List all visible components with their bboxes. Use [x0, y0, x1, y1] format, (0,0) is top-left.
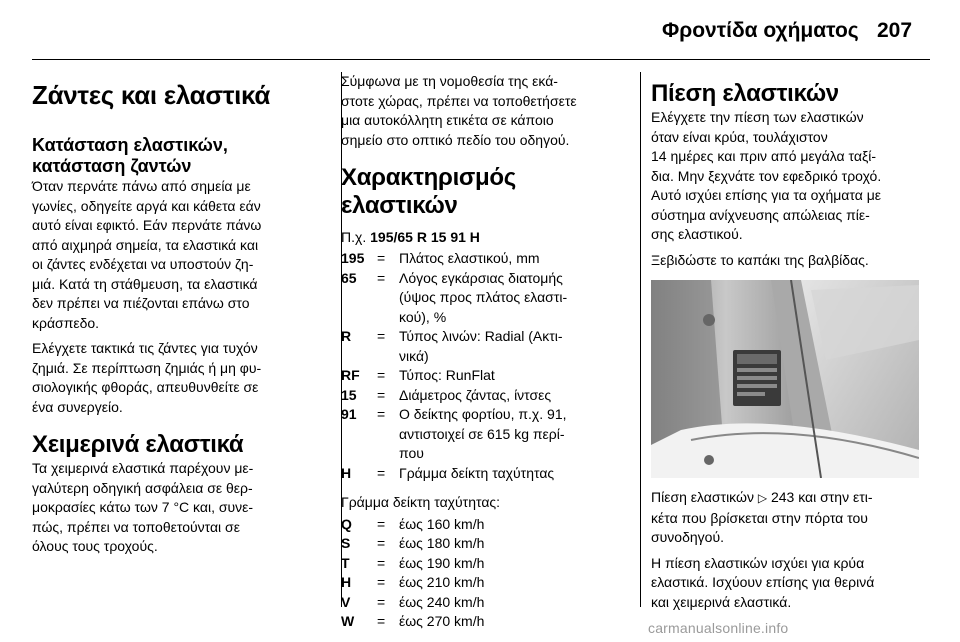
codes-description: Τύπος λινών: Radial (Ακτι- νικά): [399, 328, 563, 364]
codes-description: Γράμμα δείκτη ταχύτητας: [399, 464, 555, 481]
example-prefix: Π.χ.: [341, 229, 371, 245]
paragraph-cold-tyres: Η πίεση ελαστικών ισχύει για κρύα ελαστικά. Ισχύουν επίσης για θερινά και χειμερινά ελαστικά.: [651, 554, 875, 610]
section-heading-wheels-tyres: Ζάντες και ελαστικά: [32, 80, 271, 110]
speeds-description: έως 160 km/h: [399, 515, 485, 532]
codes-description: Λόγος εγκάρσιας διατομής (ύψος προς πλάτος ελαστι- κού), %: [399, 269, 568, 325]
speeds-description: έως 190 km/h: [399, 554, 485, 571]
codes-row: [341, 405, 567, 464]
page-reference-arrow-icon: ▷: [757, 491, 768, 505]
speeds-equals: =: [377, 593, 386, 610]
example-code: 195/65 R 15 91 H: [370, 229, 480, 245]
pressure-ref-text-cont: 243 και στην ετι- κέτα που βρίσκεται στην πόρτα του συνοδηγού.: [651, 489, 873, 545]
paragraph-winter-tyres: Τα χειμερινά ελαστικά παρέχουν με- γαλύτερη οδηγική ασφάλεια σε θερ- μοκρασίες κάτω των 7 °C και, συνε- πώς, πρέπει να τοποθετούνται σε όλους τους τροχούς.: [32, 460, 254, 554]
watermark: carmanualsonline.info: [648, 620, 789, 636]
speeds-equals: =: [377, 613, 386, 629]
codes-code: 91: [341, 406, 357, 422]
speeds-row: [341, 593, 484, 613]
codes-code: RF: [341, 367, 360, 383]
speeds-row: [341, 573, 484, 593]
speeds-description: έως 180 km/h: [399, 535, 485, 551]
section-heading-tyre-designation: Χαρακτηρισμός ελαστικών: [341, 164, 516, 219]
pressure-ref-text: Πίεση ελαστικών: [651, 489, 758, 505]
speeds-description: έως 270 km/h: [399, 613, 485, 629]
paragraph-check-rims: Ελέγχετε τακτικά τις ζάντες για τυχόν ζημιά. Σε περίπτωση ζημιάς ή μη φυ- σιολογικής φθοράς, απευθυνθείτε σε ένα συνεργείο.: [32, 340, 262, 415]
paragraph-curb-driving: Όταν περνάτε πάνω από σημεία με γωνίες, οδηγείτε αργά και κάθετα εάν αυτό είναι εφικτό. Εάν περνάτε πάνω από αιχμηρά σημεία, τα ελαστικά και οι ζάντες ενδέχεται να υποστούν ζη- μιά. Κατά τη στάθμευση, τα ελαστικά δεν πρέπει να πιέζονται επάνω στο κράσπεδο.: [32, 178, 262, 331]
paragraph-check-pressure: Ελέγχετε την πίεση των ελαστικών όταν είναι κρύα, τουλάχιστον 14 ημέρες και πριν από μεγάλα ταξί- δια. Μην ξεχνάτε τον εφεδρικό τροχό. Αυτό ισχύει επίσης για τα οχήματα με σύστημα ανίχνευσης απώλειας πίε- σης ελαστικού.: [651, 109, 882, 242]
speeds-description: έως 240 km/h: [399, 593, 485, 610]
designation-table: [341, 249, 567, 483]
codes-equals: =: [377, 464, 386, 481]
page-number: 207: [877, 19, 913, 42]
subheading-tyre-condition: Κατάσταση ελαστικών, κατάσταση ζαντών: [32, 135, 228, 176]
column-right: [651, 60, 941, 612]
codes-code: H: [341, 464, 352, 481]
codes-row: [341, 386, 567, 406]
speeds-code: H: [341, 574, 352, 590]
codes-description: Τύπος: RunFlat: [399, 367, 495, 383]
page-header: [0, 0, 960, 60]
speeds-equals: =: [377, 554, 386, 571]
door-illustration: [651, 280, 919, 478]
codes-equals: =: [377, 367, 386, 383]
codes-equals: =: [377, 386, 386, 403]
codes-code: 15: [341, 386, 357, 403]
codes-equals: =: [377, 269, 386, 286]
designation-example: [341, 228, 631, 247]
codes-row: [341, 327, 567, 366]
section-heading-tyre-pressure: Πίεση ελαστικών: [651, 80, 839, 107]
codes-description: Πλάτος ελαστικού, mm: [399, 250, 540, 266]
speeds-equals: =: [377, 574, 386, 590]
header-title: Φροντίδα οχήματος: [662, 19, 859, 42]
column-middle: [341, 72, 631, 632]
codes-equals: =: [377, 250, 386, 266]
paragraph-pressure-reference: [651, 488, 941, 548]
codes-row: [341, 464, 567, 484]
speed-index-table: [341, 515, 484, 632]
speeds-code: Q: [341, 515, 352, 532]
speeds-code: W: [341, 613, 355, 629]
paragraph-sticker-law: Σύμφωνα με τη νομοθεσία της εκά- στοτε χώρας, πρέπει να τοποθετήσετε μια αυτοκόλλητη ετικέτα σε κάποιο σημείο στο οπτικό πεδίο του οδηγού.: [341, 73, 577, 148]
speeds-equals: =: [377, 515, 386, 532]
codes-description: Διάμετρος ζάντας, ίντσες: [399, 386, 552, 403]
speeds-equals: =: [377, 535, 386, 551]
column-divider-2: [640, 72, 641, 607]
section-heading-winter-tyres: Χειμερινά ελαστικά: [32, 431, 244, 458]
speeds-code: S: [341, 535, 351, 551]
paragraph-valve-cap: Ξεβιδώστε το καπάκι της βαλβίδας.: [651, 251, 869, 268]
speeds-code: T: [341, 554, 350, 571]
codes-equals: =: [377, 328, 386, 344]
door-pillar-pressure-label-image: [651, 280, 919, 478]
speeds-row: [341, 515, 484, 535]
codes-row: [341, 249, 567, 269]
speeds-description: έως 210 km/h: [399, 574, 485, 590]
codes-row: [341, 366, 567, 386]
speeds-row: [341, 554, 484, 574]
codes-code: 195: [341, 250, 365, 266]
codes-code: 65: [341, 269, 357, 286]
speeds-row: [341, 534, 484, 554]
speeds-row: [341, 612, 484, 632]
speeds-code: V: [341, 593, 351, 610]
codes-equals: =: [377, 406, 386, 422]
speed-index-title: Γράμμα δείκτη ταχύτητας:: [341, 494, 501, 510]
codes-code: R: [341, 328, 352, 344]
codes-row: [341, 269, 567, 328]
codes-description: Ο δείκτης φορτίου, π.χ. 91, αντιστοιχεί σε 615 kg περί- που: [399, 406, 567, 461]
column-left: [32, 60, 322, 557]
